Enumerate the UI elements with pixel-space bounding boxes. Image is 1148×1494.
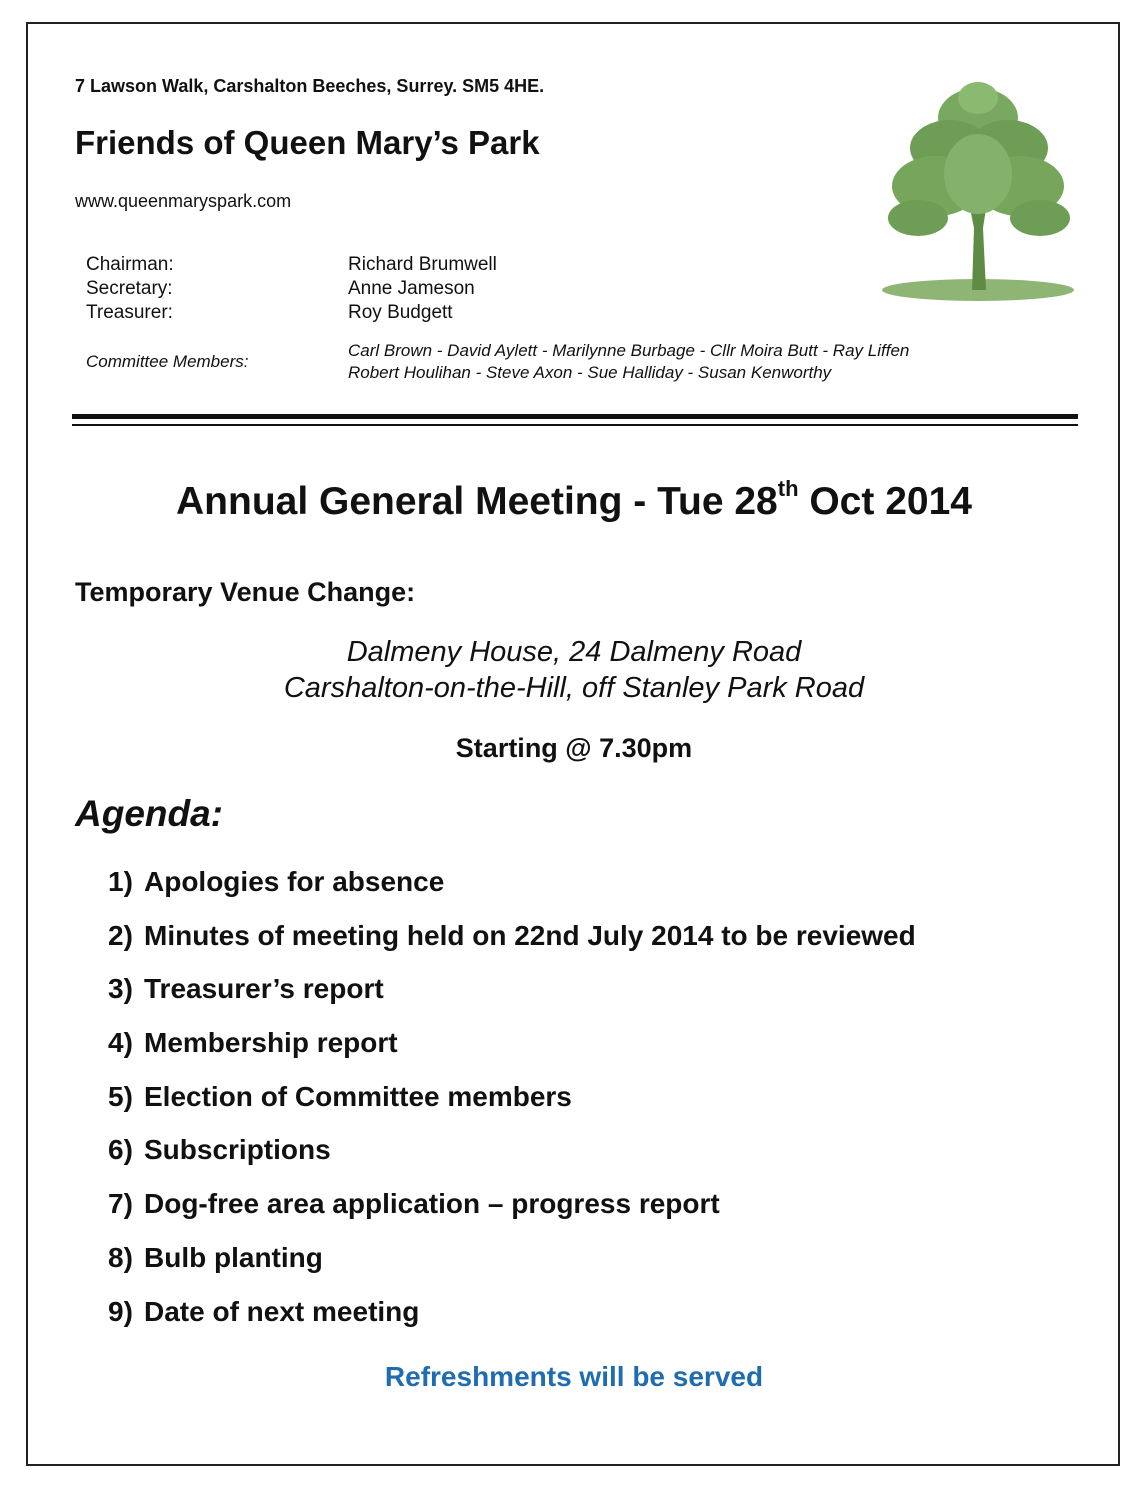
officer-row-chairman <box>86 253 497 277</box>
title-ordinal: th <box>777 476 799 501</box>
officer-name: Anne Jameson <box>348 278 475 299</box>
agenda-item <box>108 920 916 974</box>
officer-name: Roy Budgett <box>348 302 453 323</box>
agenda-item <box>108 1081 916 1135</box>
agenda-list <box>108 866 916 1349</box>
agenda-item-number: 2) <box>108 919 133 951</box>
agenda-item <box>108 1188 916 1242</box>
agenda-item <box>108 1296 916 1350</box>
agenda-item-text: Election of Committee members <box>144 1080 572 1112</box>
agenda-item-number: 1) <box>108 866 133 897</box>
address: 7 Lawson Walk, Carshalton Beeches, Surrey. SM5 4HE. <box>75 76 545 96</box>
agenda-item-number: 9) <box>108 1295 133 1327</box>
venue-address <box>0 634 1148 706</box>
officer-row-secretary <box>86 277 497 301</box>
header-divider-thin <box>72 424 1078 426</box>
officer-row-treasurer <box>86 301 497 325</box>
officers-list <box>86 253 497 325</box>
committee-line-1: Carl Brown - David Aylett - Marilynne Burbage - Cllr Moira Butt - Ray Liffen <box>348 341 910 360</box>
header-divider-thick <box>72 414 1078 419</box>
agenda-item-text: Dog-free area application – progress report <box>144 1188 720 1220</box>
meeting-title <box>0 476 1148 524</box>
committee-label: Committee Members: <box>86 352 249 371</box>
agenda-item-text: Membership report <box>144 1027 398 1059</box>
agenda-item-number: 5) <box>108 1080 133 1112</box>
officer-role: Chairman: <box>86 254 174 275</box>
title-prefix: Annual General Meeting - Tue 28 <box>176 480 778 523</box>
title-suffix: Oct 2014 <box>798 480 972 523</box>
agenda-item-text: Bulb planting <box>144 1241 323 1273</box>
agenda-item-number: 3) <box>108 973 133 1005</box>
officer-role: Secretary: <box>86 278 173 299</box>
agenda-item-number: 6) <box>108 1134 133 1166</box>
agenda-item-text: Apologies for absence <box>144 866 445 897</box>
refreshments-note: Refreshments will be served <box>384 1361 764 1392</box>
agenda-item-text: Treasurer’s report <box>144 973 384 1005</box>
agenda-item <box>108 973 916 1027</box>
officer-role: Treasurer: <box>86 302 173 323</box>
agenda-item-text: Date of next meeting <box>144 1295 420 1327</box>
tree-icon <box>880 78 1076 302</box>
agenda-item-number: 7) <box>108 1188 133 1220</box>
committee-line-2: Robert Houlihan - Steve Axon - Sue Halliday - Susan Kenworthy <box>348 363 832 382</box>
agenda-item-text: Minutes of meeting held on 22nd July 2014 to be reviewed <box>144 919 916 951</box>
venue-heading: Temporary Venue Change: <box>75 577 416 607</box>
agenda-item-number: 8) <box>108 1241 133 1273</box>
org-name: Friends of Queen Mary’s Park <box>75 124 540 161</box>
agenda-item <box>108 1134 916 1188</box>
agenda-item-text: Subscriptions <box>144 1134 331 1166</box>
start-time: Starting @ 7.30pm <box>455 733 693 763</box>
agenda-item <box>108 866 916 920</box>
officer-name: Richard Brumwell <box>348 254 497 275</box>
venue-line-2: Carshalton-on-the-Hill, off Stanley Park Road <box>283 672 865 704</box>
agenda-item-number: 4) <box>108 1027 133 1059</box>
committee-members <box>86 340 909 384</box>
agenda-item <box>108 1242 916 1296</box>
committee-names <box>348 340 909 384</box>
website-link[interactable]: www.queenmaryspark.com <box>75 191 292 211</box>
venue-line-1: Dalmeny House, 24 Dalmeny Road <box>346 636 802 668</box>
agenda-item <box>108 1027 916 1081</box>
agenda-heading: Agenda: <box>75 793 223 834</box>
